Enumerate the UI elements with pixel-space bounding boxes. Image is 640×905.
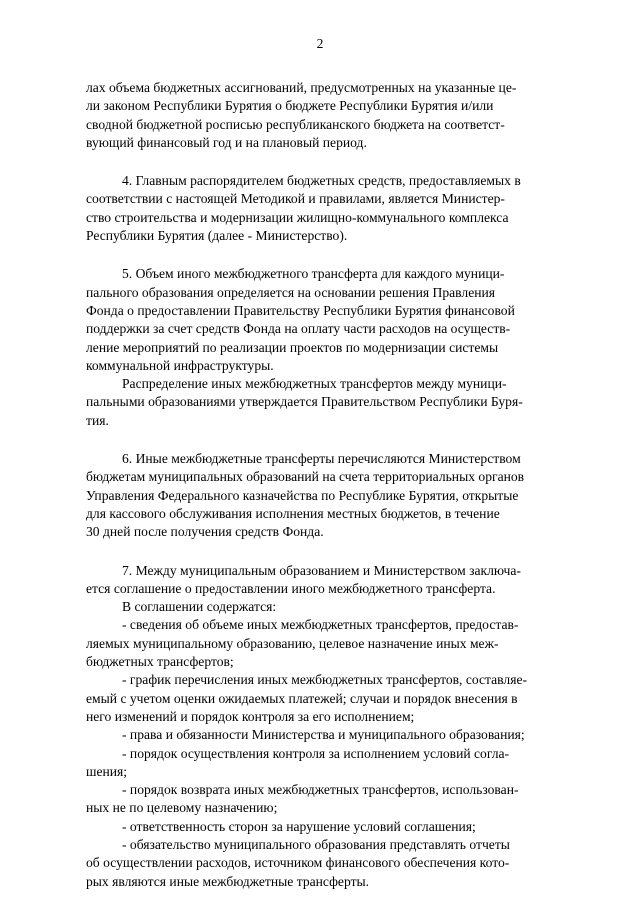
agreement-contents-intro <box>86 598 571 616</box>
text-line: рых являются иные межбюджетные трансферты. <box>86 873 370 889</box>
text-line: 4. Главным распорядителем бюджетных средств, предоставляемых в <box>122 173 521 189</box>
text-line: вующий финансовый год и на плановый период. <box>86 134 367 150</box>
text-line: - права и обязанности Министерства и муниципального образования; <box>122 727 525 743</box>
agreement-item-liability <box>86 818 571 836</box>
text-line: ных не по целевому назначению; <box>86 800 278 816</box>
agreement-item-reporting <box>86 836 571 891</box>
text-line: сводной бюджетной росписью республиканского бюджета на соответст- <box>86 116 505 132</box>
text-line: 5. Объем иного межбюджетного трансферта для каждого муници- <box>122 266 505 282</box>
agreement-item-amount <box>86 616 571 671</box>
text-line: Фонда о предоставлении Правительству Республики Бурятия финансовой <box>86 302 515 318</box>
paragraph-5-distribution <box>86 375 571 430</box>
agreement-item-control <box>86 745 571 782</box>
text-line: шения; <box>86 763 128 779</box>
text-line: него изменений и порядок контроля за его исполнением; <box>86 708 415 724</box>
text-line: пального образования определяется на основании решения Правления <box>86 284 496 300</box>
document-body <box>86 79 571 891</box>
text-line: - обязательство муниципального образования представлять отчеты <box>122 836 510 852</box>
text-line: лах объема бюджетных ассигнований, предусмотренных на указанные це- <box>86 80 517 95</box>
text-line: - порядок возврата иных межбюджетных трансфертов, использован- <box>122 782 519 798</box>
paragraph-4 <box>86 172 571 245</box>
text-line: 7. Между муниципальным образованием и Министерством заключа- <box>122 562 521 578</box>
paragraph-5 <box>86 265 571 375</box>
text-line: ляемых муниципальному образованию, целевое назначение иных меж- <box>86 635 499 651</box>
text-line: ление мероприятий по реализации проектов по модернизации системы <box>86 339 499 355</box>
text-line: - график перечисления иных межбюджетных трансфертов, составляе- <box>122 672 528 688</box>
text-line: бюджетных трансфертов; <box>86 654 234 670</box>
text-line: ли законом Республики Бурятия о бюджете Республики Бурятия и/или <box>86 98 494 114</box>
paragraph-7 <box>86 562 571 599</box>
text-line: В соглашении содержатся: <box>122 599 277 615</box>
paragraph-continuation <box>86 79 571 152</box>
page-number: 2 <box>316 36 324 51</box>
agreement-item-refund <box>86 781 571 818</box>
agreement-item-rights <box>86 726 571 744</box>
paragraph-6 <box>86 450 571 541</box>
agreement-item-schedule <box>86 671 571 726</box>
text-line: поддержки за счет средств Фонда на оплату части расходов на осуществ- <box>86 321 511 337</box>
text-line: 30 дней после получения средств Фонда. <box>86 524 324 540</box>
text-line: Республики Бурятия (далее - Министерство). <box>86 228 348 244</box>
text-line: об осуществлении расходов, источником финансового обеспечения кото- <box>86 855 510 871</box>
text-line: коммунальной инфраструктуры. <box>86 357 274 373</box>
text-line: Распределение иных межбюджетных трансфертов между муници- <box>122 376 507 392</box>
text-line: ство строительства и модернизации жилищно-коммунального комплекса <box>86 209 509 225</box>
text-line: ется соглашение о предоставлении иного межбюджетного трансферта. <box>86 580 496 596</box>
text-line: соответствии с настоящей Методикой и правилами, является Министер- <box>86 191 505 207</box>
text-line: Управления Федерального казначейства по Республике Бурятия, открытые <box>86 487 519 503</box>
text-line: тия. <box>86 412 109 428</box>
text-line: - ответственность сторон за нарушение условий соглашения; <box>122 818 476 834</box>
text-line: емый с учетом оценки ожидаемых платежей; случаи и порядок внесения в <box>86 690 518 706</box>
text-line: - сведения об объеме иных межбюджетных трансфертов, предостав- <box>122 617 519 633</box>
text-line: - порядок осуществления контроля за исполнением условий согла- <box>122 745 510 761</box>
text-line: 6. Иные межбюджетные трансферты перечисляются Министерством <box>122 451 521 467</box>
text-line: пальными образованиями утверждается Правительством Республики Буря- <box>86 394 523 410</box>
text-line: для кассового обслуживания исполнения местных бюджетов, в течение <box>86 505 500 521</box>
text-line: бюджетам муниципальных образований на счета территориальных органов <box>86 469 525 485</box>
